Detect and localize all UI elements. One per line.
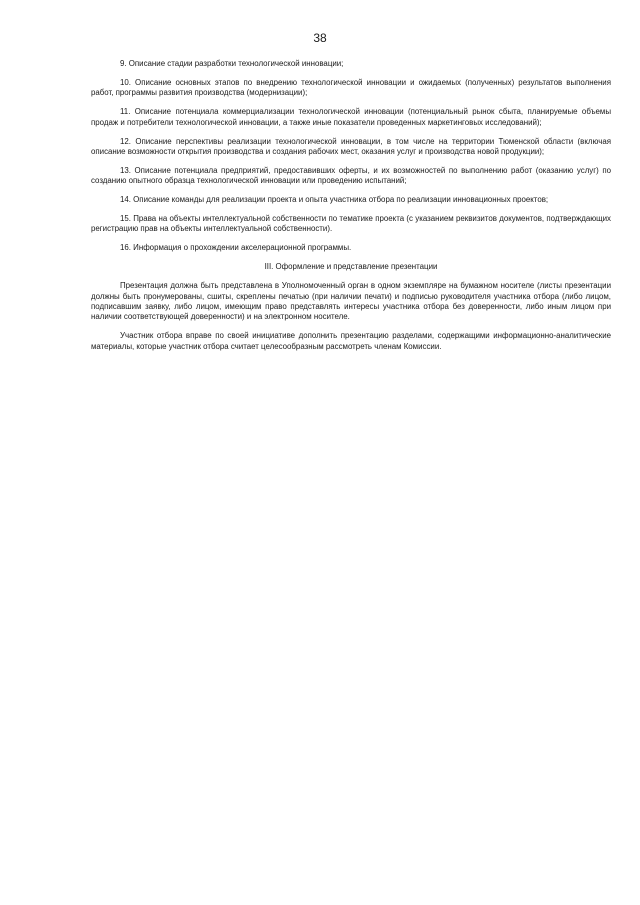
list-item-10: 10. Описание основных этапов по внедрению технологической инновации и ожидаемых (полученных) результатов выполнения работ, программы развития производства (модернизации); bbox=[91, 77, 611, 98]
document-body bbox=[91, 59, 611, 361]
list-item-14: 14. Описание команды для реализации проекта и опыта участника отбора по реализации инновационных проектов; bbox=[120, 195, 549, 205]
section-heading: III. Оформление и представление презентации bbox=[264, 262, 438, 272]
list-item-13: 13. Описание потенциала предприятий, предоставивших оферты, и их возможностей по выполнению работ (оказанию услуг) по созданию опытного образца технологической инновации или проведению испытаний; bbox=[91, 165, 611, 186]
list-item-9: 9. Описание стадии разработки технологической инновации; bbox=[120, 59, 344, 68]
section-paragraph-presentation: Презентация должна быть представлена в Уполномоченный орган в одном экземпляре на бумажном носителе (листы презентации должны быть пронумерованы, сшиты, скреплены печатью (при наличии печати) и подписью руководителя участника отбора (либо лицом, подписавшим заявку, либо лицом, имеющим право представлять интересы участника отбора без доверенности, либо иным лицом при наличии соответствующей доверенности) и на электронном носителе. bbox=[91, 281, 611, 322]
list-item-12: 12. Описание перспективы реализации технологической инновации, в том числе на территории Тюменской области (включая описание возможности открытия производства и создания рабочих мест, оказания услуг и производства новой продукции); bbox=[91, 136, 611, 156]
page-number: 38 bbox=[313, 31, 327, 45]
list-item-11: 11. Описание потенциала коммерциализации технологической инновации (потенциальный рынок сбыта, планируемые объемы продаж и потребители технологической инновации, а также иные показатели проведенных маркетинговых исследований); bbox=[91, 107, 611, 127]
list-item-15: 15. Права на объекты интеллектуальной собственности по тематике проекта (с указанием реквизитов документов, подтверждающих регистрацию прав на объекты интеллектуальной собственности). bbox=[91, 214, 611, 234]
list-item-16: 16. Информация о прохождении акселерационной программы. bbox=[120, 243, 352, 253]
section-paragraph-supplement: Участник отбора вправе по своей инициативе дополнить презентацию разделами, содержащими информационно-аналитические материалы, которые участник отбора считает целесообразным рассмотреть членам Комиссии. bbox=[91, 331, 611, 351]
